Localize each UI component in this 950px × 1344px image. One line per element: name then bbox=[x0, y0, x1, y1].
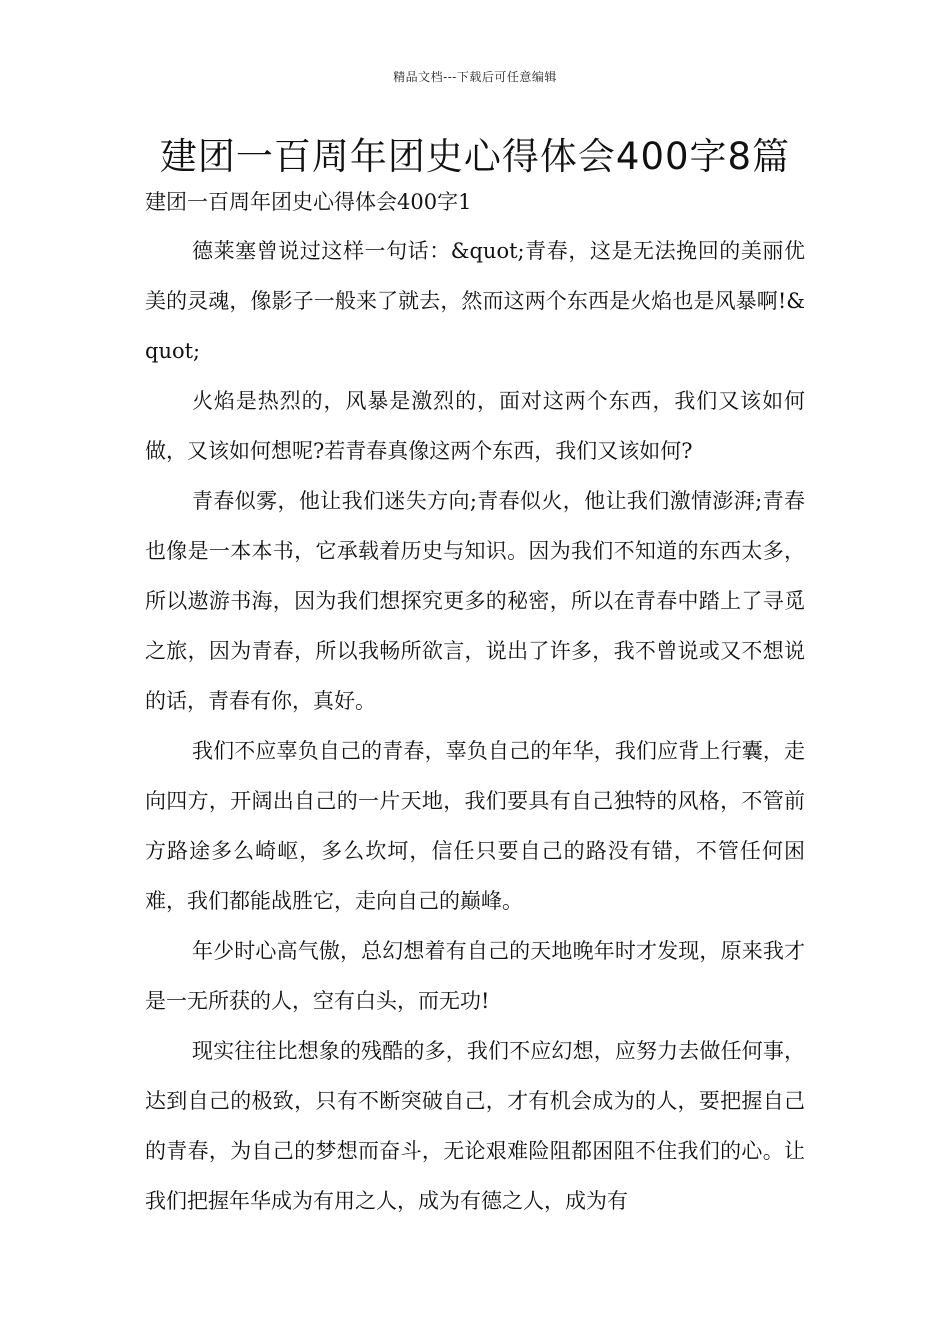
document-body bbox=[145, 226, 805, 1226]
paragraph: 青春似雾，他让我们迷失方向;青春似火，他让我们激情澎湃;青春也像是一本本书，它承载着历史与知识。因为我们不知道的东西太多，所以遨游书海，因为我们想探究更多的秘密，所以在青春中踏上了寻觅之旅，因为青春，所以我畅所欲言，说出了许多，我不曾说或又不想说的话，青春有你，真好。 bbox=[145, 489, 805, 713]
paragraph: 德莱塞曾说过这样一句话：&quot;青春，这是无法挽回的美丽优美的灵魂，像影子一般来了就去，然而这两个东西是火焰也是风暴啊!&quot; bbox=[145, 239, 805, 363]
paragraph: 火焰是热烈的，风暴是激烈的，面对这两个东西，我们又该如何做，又该如何想呢?若青春真像这两个东西，我们又该如何? bbox=[145, 389, 805, 463]
paragraph: 现实往往比想象的残酷的多，我们不应幻想，应努力去做任何事，达到自己的极致，只有不断突破自己，才有机会成为的人，要把握自己的青春，为自己的梦想而奋斗，无论艰难险阻都困阻不住我们的心。让我们把握年华成为有用之人，成为有德之人，成为有 bbox=[145, 1039, 805, 1213]
document-title: 建团一百周年团史心得体会400字8篇 bbox=[159, 135, 791, 178]
section-heading: 建团一百周年团史心得体会400字1 bbox=[145, 190, 472, 214]
paragraph: 我们不应辜负自己的青春，辜负自己的年华，我们应背上行囊，走向四方，开阔出自己的一片天地，我们要具有自己独特的风格，不管前方路途多么崎岖，多么坎坷，信任只要自己的路没有错，不管任何困难，我们都能战胜它，走向自己的巅峰。 bbox=[145, 739, 805, 913]
header-note: 精品文档---下载后可任意编辑 bbox=[393, 70, 557, 84]
paragraph: 年少时心高气傲，总幻想着有自己的天地晚年时才发现，原来我才是一无所获的人，空有白头，而无功! bbox=[145, 939, 805, 1013]
